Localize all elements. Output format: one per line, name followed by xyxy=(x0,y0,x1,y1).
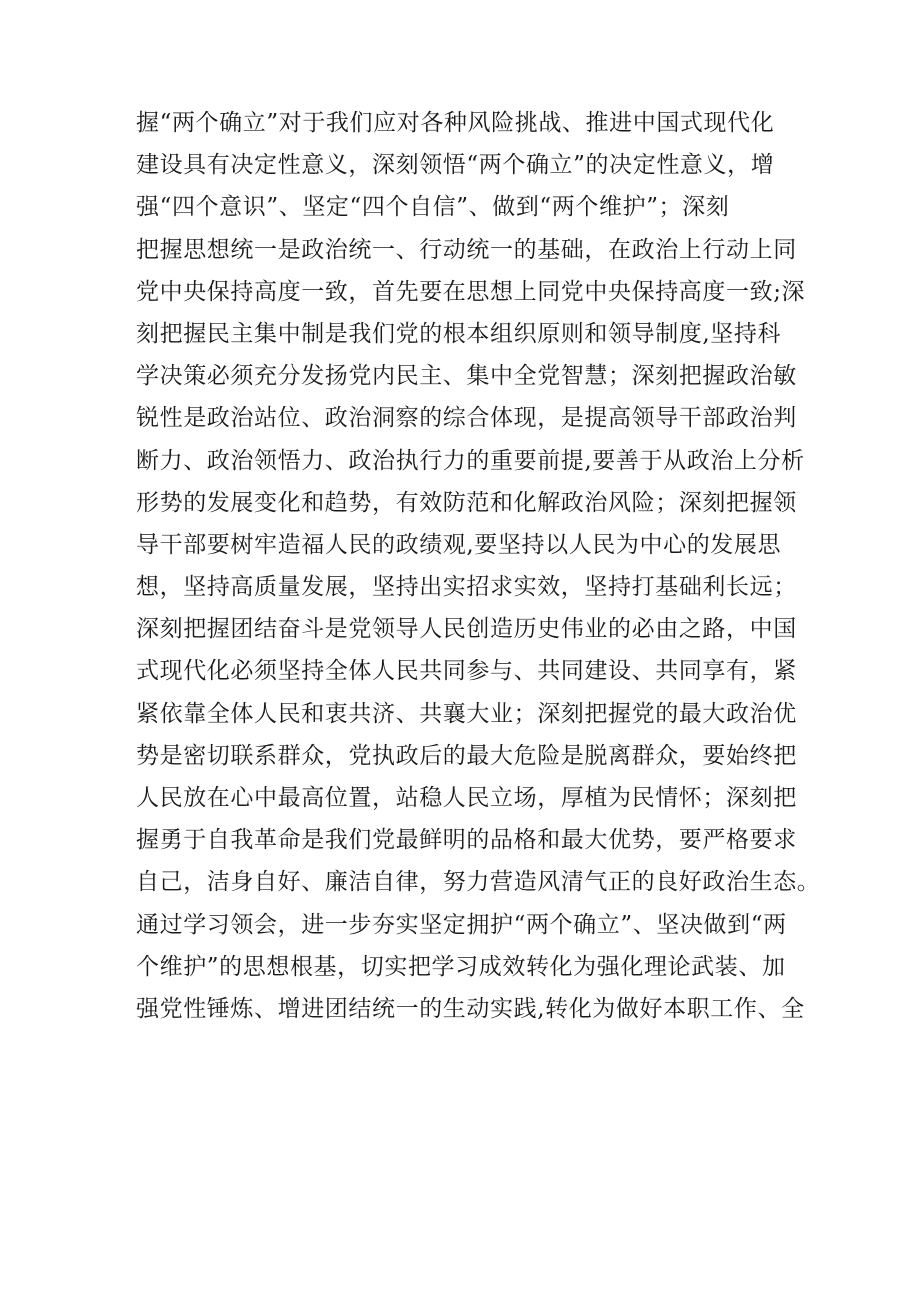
text-line: 握勇于自我革命是我们党最鲜明的品格和最大优势，要严格要求 xyxy=(136,827,797,854)
text-line: 建设具有决定性意义，深刻领悟“两个确立”的决定性意义，增 xyxy=(136,152,775,179)
text-line: 式现代化必须坚持全体人民共同参与、共同建设、共同享有，紧 xyxy=(136,658,797,685)
text-line: 紧依靠全体人民和衷共济、共襄大业；深刻把握党的最大政治优 xyxy=(136,700,797,727)
text-line: 锐性是政治站位、政治洞察的综合体现，是提高领导干部政治判 xyxy=(136,405,797,432)
body-paragraph xyxy=(136,102,821,1030)
text-line: 深刻把握团结奋斗是党领导人民创造历史伟业的必由之路，中国 xyxy=(136,616,797,643)
text-line: 导干部要树牢造福人民的政绩观,要坚持以人民为中心的发展思 xyxy=(136,531,782,558)
text-line: 刻把握民主集中制是我们党的根本组织原则和领导制度,坚持科 xyxy=(136,320,782,347)
text-line: 把握思想统一是政治统一、行动统一的基础，在政治上行动上同 xyxy=(136,236,797,263)
text-line: 势是密切联系群众，党执政后的最大危险是脱离群众，要始终把 xyxy=(136,742,797,769)
text-line: 个维护”的思想根基，切实把学习成效转化为强化理论武装、加 xyxy=(136,953,786,980)
text-line: 断力、政治领悟力、政治执行力的重要前提,要善于从政治上分析 xyxy=(136,447,805,474)
text-line: 人民放在心中最高位置，站稳人民立场，厚植为民情怀；深刻把 xyxy=(136,785,797,811)
text-line: 强“四个意识”、坚定“四个自信”、做到“两个维护”；深刻 xyxy=(136,194,730,221)
text-line: 党中央保持高度一致，首先要在思想上同党中央保持高度一致;深 xyxy=(136,278,806,305)
text-line: 强党性锤炼、增进团结统一的生动实践,转化为做好本职工作、全 xyxy=(136,995,805,1022)
text-line: 自己，洁身自好、廉洁自律，努力营造风清气正的良好政治生态。 xyxy=(136,869,821,896)
text-line: 握“两个确立”对于我们应对各种风险挑战、推进中国式现代化 xyxy=(136,110,775,136)
text-line: 形势的发展变化和趋势，有效防范和化解政治风险；深刻把握领 xyxy=(136,489,797,516)
text-line: 想，坚持高质量发展，坚持出实招求实效，坚持打基础利长远； xyxy=(136,574,797,601)
text-line: 学决策必须充分发扬党内民主、集中全党智慧；深刻把握政治敏 xyxy=(136,363,797,390)
text-line: 通过学习领会，进一步夯实坚定拥护“两个确立”、坚决做到“两 xyxy=(136,911,787,938)
